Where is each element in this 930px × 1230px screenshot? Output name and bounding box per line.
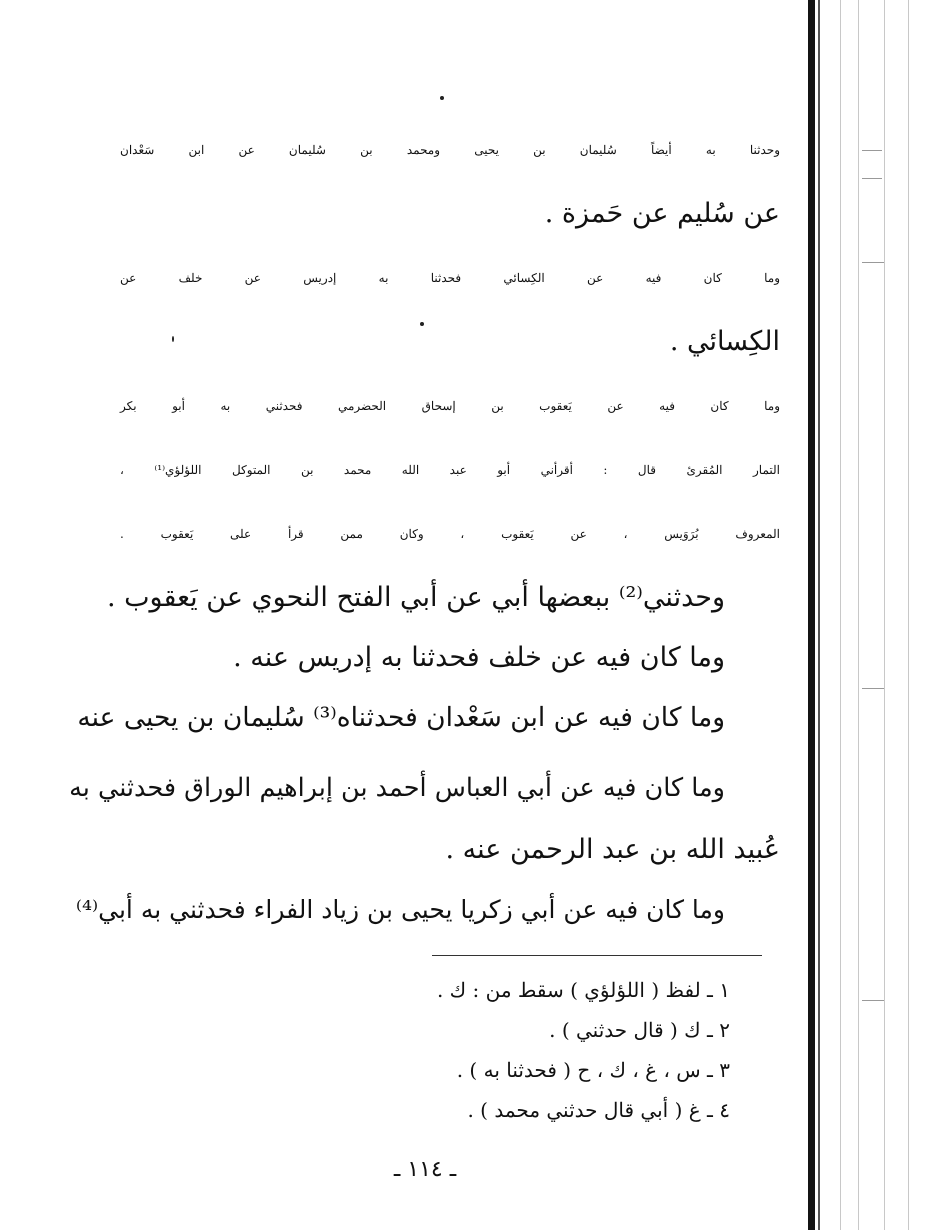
text-line: عن سُليم عن حَمزة . bbox=[544, 198, 780, 229]
scan-speck bbox=[172, 336, 174, 342]
footnote-separator bbox=[432, 955, 762, 956]
scan-speck bbox=[440, 96, 444, 100]
page-edge-line bbox=[858, 0, 859, 1230]
text-line: التمار المُقرئ قال : أقرأني أبو عبد الله محمد بن المتوكل اللؤلؤي⁽¹⁾ ، bbox=[120, 463, 780, 477]
text-line: وما كان فيه عن يَعقوب بن إسحاق الحضرمي فحدثني به أبو بكر bbox=[120, 399, 780, 413]
edge-mark bbox=[862, 688, 884, 689]
text-line: وما كان فيه عن أبي العباس أحمد بن إبراهيم الوراق فحدثني به bbox=[69, 773, 725, 803]
book-spine-edge bbox=[808, 0, 815, 1230]
page-edge-line bbox=[840, 0, 841, 1230]
edge-mark bbox=[862, 150, 882, 151]
edge-mark bbox=[862, 178, 882, 179]
text-line: وما كان فيه عن الكِسائي فحدثنا به إدريس عن خلف عن bbox=[120, 271, 780, 285]
text-line: وما كان فيه عن أبي زكريا يحيى بن زياد الفراء فحدثني به أبي⁽⁴⁾ bbox=[75, 895, 725, 924]
page-edge-line bbox=[908, 0, 909, 1230]
text-line: وحدثنا به أيضاً سُليمان بن يحيى ومحمد بن سُليمان عن ابن سَعْدان bbox=[120, 143, 780, 157]
page-edge-line bbox=[884, 0, 885, 1230]
footnote: ٢ ـ ك ( قال حدثني ) . bbox=[549, 1018, 730, 1042]
text-line: وما كان فيه عن خلف فحدثنا به إدريس عنه . bbox=[233, 642, 725, 673]
footnote: ٣ ـ س ، غ ، ك ، ح ( فحدثنا به ) . bbox=[456, 1058, 730, 1082]
text-line: المعروف بُرَوَيس ، عن يَعقوب ، وكان ممن قرأ على يَعقوب . bbox=[120, 527, 780, 541]
footnote: ٤ ـ غ ( أبي قال حدثني محمد ) . bbox=[467, 1098, 730, 1122]
footnote: ١ ـ لفظ ( اللؤلؤي ) سقط من : ك . bbox=[436, 978, 730, 1002]
page-number: ـ ١١٤ ـ bbox=[393, 1157, 457, 1182]
edge-mark bbox=[862, 262, 884, 263]
text-line: عُبيد الله بن عبد الرحمن عنه . bbox=[445, 834, 780, 865]
text-line: وما كان فيه عن ابن سَعْدان فحدثناه⁽³⁾ سُليمان بن يحيى عنه bbox=[77, 702, 725, 733]
scan-speck bbox=[420, 322, 424, 326]
edge-mark bbox=[862, 1000, 884, 1001]
text-line: الكِسائي . bbox=[669, 326, 780, 357]
text-line: وحدثني⁽²⁾ ببعضها أبي عن أبي الفتح النحوي عن يَعقوب . bbox=[106, 582, 725, 613]
book-spine-inner-edge bbox=[818, 0, 820, 1230]
